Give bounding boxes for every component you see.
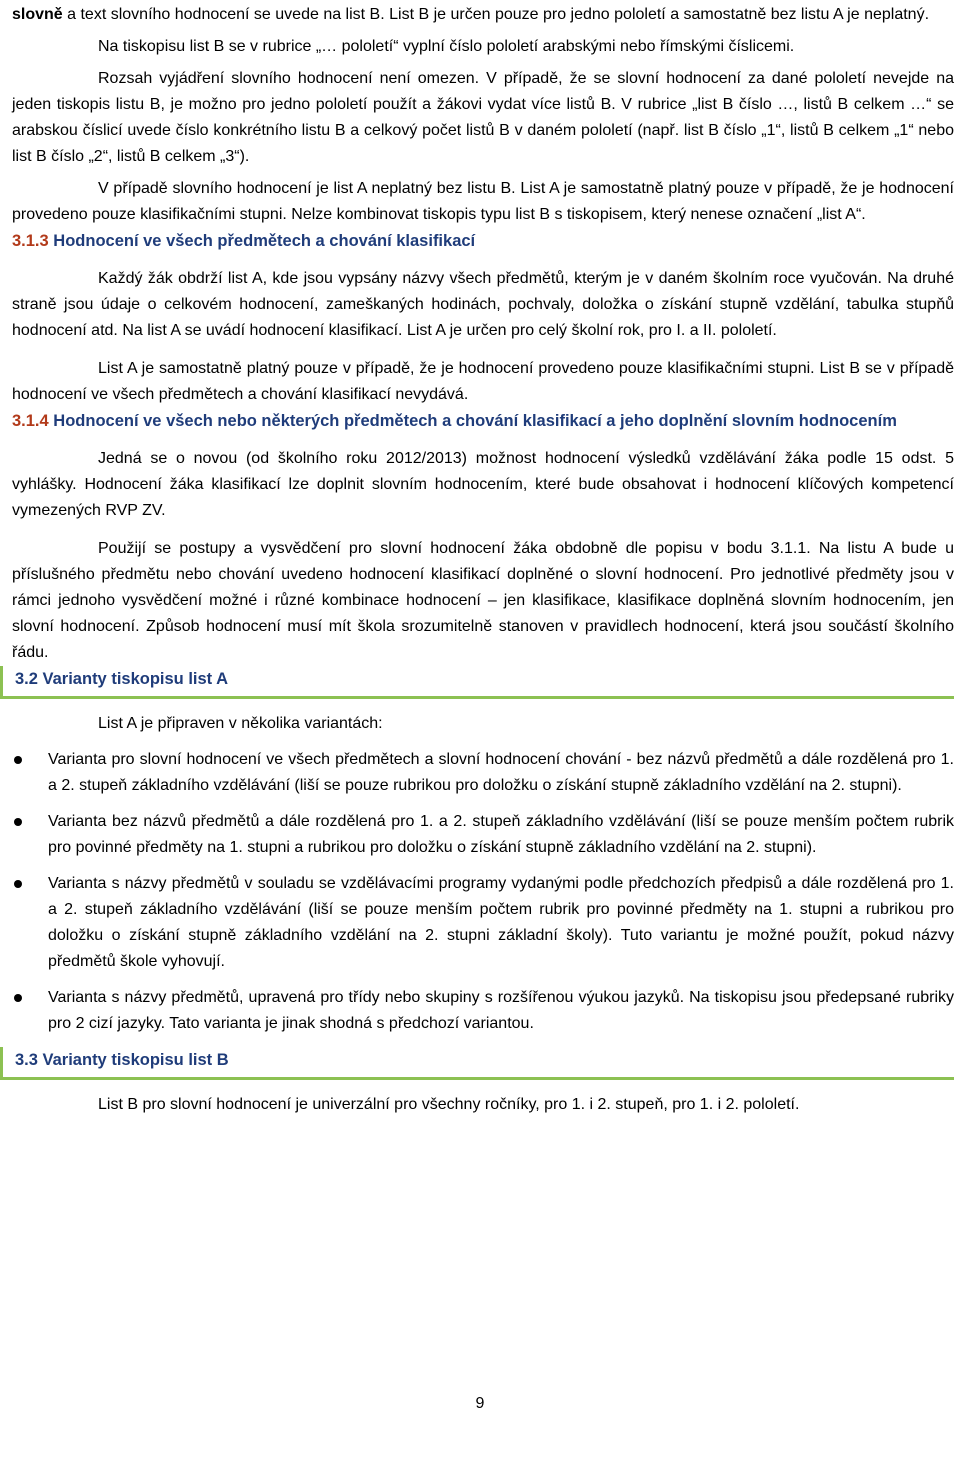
bullet-icon: [14, 756, 22, 764]
paragraph-3-3: List B pro slovní hodnocení je univerzální pro všechny ročníky, pro 1. i 2. stupeň, pro 1. i 2. pololetí.: [98, 1096, 800, 1113]
list-item: [12, 871, 954, 975]
page-content: [12, 2, 954, 1118]
heading-title: Hodnocení ve všech nebo některých předmětech a chování klasifikací a jeho doplnění slovním hodnocením: [53, 412, 897, 430]
list-item-text: Varianta pro slovní hodnocení ve všech předmětech a slovní hodnocení chování - bez názvů předmětů a dále rozdělená pro 1. a 2. stupeň základního vzdělávání (liší se pouze rubrikou pro doložku o získání stupně základního vzdělání na 2. stupni).: [48, 751, 954, 794]
bullet-icon: [14, 880, 22, 888]
heading-title: Varianty tiskopisu list B: [42, 1051, 229, 1069]
heading-number: 3.1.4: [12, 412, 49, 430]
heading-3-1-3: [12, 228, 954, 254]
paragraph-text: a text slovního hodnocení se uvede na list B. List B je určen pouze pro jedno pololetí a samostatně bez listu A je neplatný.: [62, 6, 930, 23]
heading-3-2: [0, 666, 954, 699]
paragraph-3-2-intro: List A je připraven v několika variantách:: [98, 715, 383, 732]
list-item: [12, 985, 954, 1037]
paragraph-rozsah: Rozsah vyjádření slovního hodnocení není omezen. V případě, že se slovní hodnocení za dané pololetí nevejde na jeden tiskopis listu B, je možno pro jedno pololetí použít a žákovi vydat více listů B. V rubrice „list B číslo …, listů B celkem …“ se arabskou číslicí uvede číslo konkrétního listu B a celkový počet listů B v daném pololetí (např. list B číslo „1“, listů B celkem „1“ nebo list B číslo „2“, listů B celkem „3“).: [12, 70, 954, 165]
heading-title: Hodnocení ve všech předmětech a chování klasifikací: [53, 232, 476, 250]
heading-number: 3.2: [15, 670, 38, 688]
bold-term: slovně: [12, 6, 63, 23]
heading-number: 3.1.3: [12, 232, 49, 250]
list-item-text: Varianta bez názvů předmětů a dále rozdělená pro 1. a 2. stupeň základního vzdělávání (liší se pouze menším počtem rubrik pro povinné předměty na 1. stupni a rubrikou pro doložku o získání stupně základního vzdělání na 2. stupni).: [48, 813, 954, 856]
page-number: 9: [475, 1395, 485, 1412]
paragraph-pololeti-rubrika: Na tiskopisu list B se v rubrice „… pololetí“ vyplní číslo pololetí arabskými nebo římskými číslicemi.: [98, 38, 795, 55]
heading-title: Varianty tiskopisu list A: [42, 670, 229, 688]
heading-3-1-4: [12, 408, 954, 434]
heading-number: 3.3: [15, 1051, 38, 1069]
paragraph-3-1-4-b: Použijí se postupy a vysvědčení pro slovní hodnocení žáka obdobně dle popisu v bodu 3.1.1. Na listu A bude u příslušného předmětu nebo chování uvedeno hodnocení klasifikací doplněné o slovní hodnocení. Pro jednotlivé předměty jsou v rámci jednoho vysvědčení možné i různé kombinace hodnocení – jen klasifikace, klasifikace doplněná slovním hodnocením, jen slovní hodnocení. Způsob hodnocení musí mít škola srozumitelně stanoven v pravidlech hodnocení, která jsou součástí školního řádu.: [12, 540, 954, 661]
list-item-text: Varianta s názvy předmětů, upravená pro třídy nebo skupiny s rozšířenou výukou jazyků. Na tiskopisu jsou předepsané rubriky pro 2 cizí jazyky. Tato varianta je jinak shodná s předchozí variantou.: [48, 989, 954, 1032]
list-item: [12, 747, 954, 799]
list-item-text: Varianta s názvy předmětů v souladu se vzdělávacími programy vydanými podle předchozích předpisů a dále rozdělená pro 1. a 2. stupeň základního vzdělávání (liší se pouze menším počtem rubrik pro povinné předměty na 1. stupni a rubrikou pro doložku o získání stupně základního vzdělání na 2. stupni základní školy). Tuto variantu je možné použít, pokud názvy předmětů škole vyhovují.: [48, 875, 954, 970]
paragraph-3-1-3-a: Každý žák obdrží list A, kde jsou vypsány názvy všech předmětů, kterým je v daném školním roce vyučován. Na druhé straně jsou údaje o celkovém hodnocení, zameškaných hodinách, pochvaly, doložka o získání stupně vzdělání, tabulka stupňů hodnocení atd. Na list A se uvádí hodnocení klasifikací. List A je určen pro celý školní rok, pro I. a II. pololetí.: [12, 270, 954, 339]
paragraph-list-b-intro: [12, 2, 954, 28]
heading-3-3: [0, 1047, 954, 1080]
paragraph-3-1-4-a: Jedná se o novou (od školního roku 2012/2013) možnost hodnocení výsledků vzdělávání žáka podle 15 odst. 5 vyhlášky. Hodnocení žáka klasifikací lze doplnit slovním hodnocením, které bude obsahovat i hodnocení klíčových kompetencí vymezených RVP ZV.: [12, 450, 954, 519]
paragraph-3-1-3-b: List A je samostatně platný pouze v případě, že je hodnocení provedeno pouze klasifikačními stupni. List B se v případě hodnocení ve všech předmětech a chování klasifikací nevydává.: [12, 360, 954, 403]
bullet-icon: [14, 818, 22, 826]
paragraph-neplatny: V případě slovního hodnocení je list A neplatný bez listu B. List A je samostatně platný pouze v případě, že je hodnocení provedeno pouze klasifikačními stupni. Nelze kombinovat tiskopis typu list B s tiskopisem, který nenese označení „list A“.: [12, 180, 954, 223]
list-item: [12, 809, 954, 861]
variant-list: [12, 747, 954, 1037]
bullet-icon: [14, 994, 22, 1002]
